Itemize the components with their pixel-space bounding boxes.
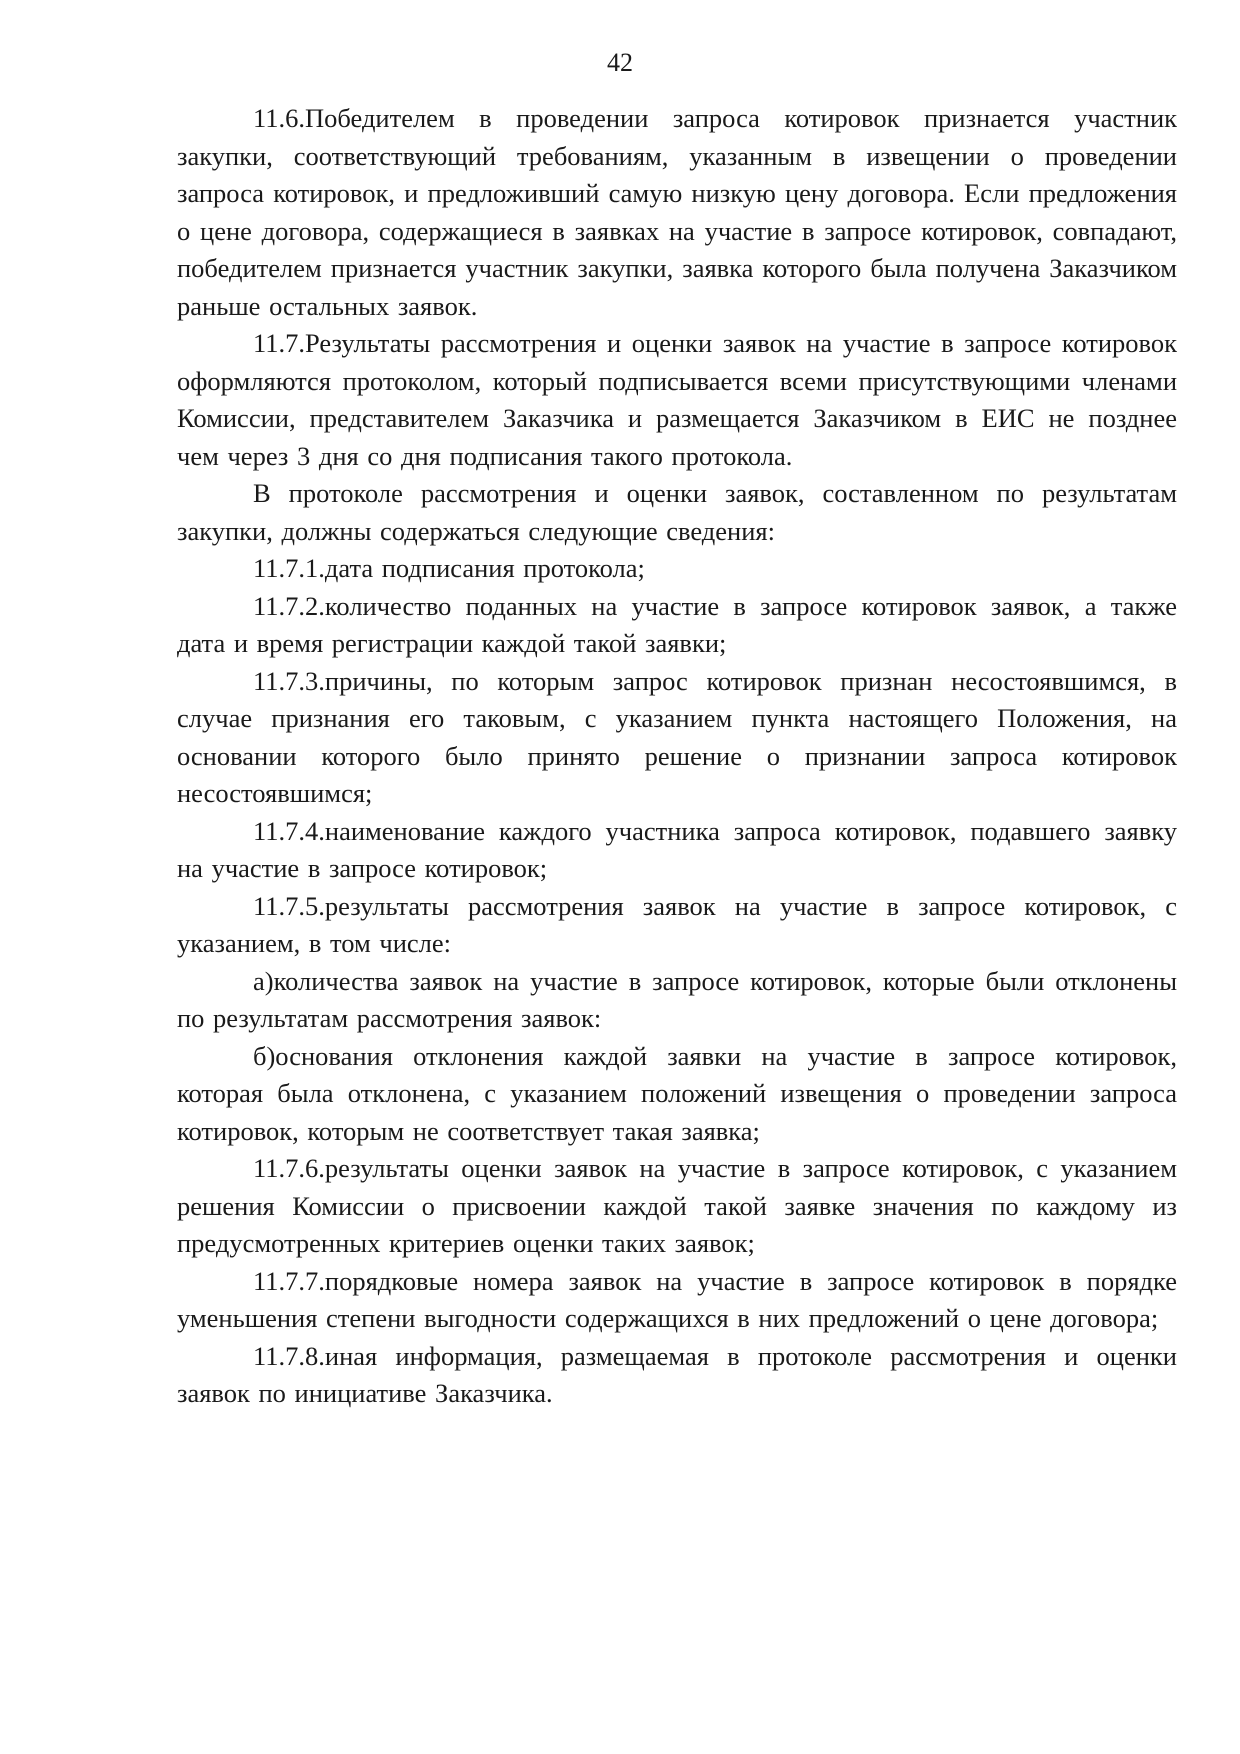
paragraph-11-7-3: 11.7.3.причины, по которым запрос котировок признан несостоявшимся, в случае признания его таковым, с указанием пункта настоящего Положения, на основании которого было принято решение о признании запроса котировок несостоявшимся; bbox=[177, 665, 1177, 808]
paragraph-11-7-7: 11.7.7.порядковые номера заявок на участие в запросе котировок в порядке уменьшения степени выгодности содержащихся в них предложений о цене договора; bbox=[177, 1265, 1177, 1333]
paragraph-11-7-1: 11.7.1.дата подписания протокола; bbox=[253, 553, 645, 583]
document-body bbox=[177, 100, 1177, 1413]
paragraph-11-7-5-b: б)основания отклонения каждой заявки на участие в запросе котировок, которая была отклонена, с указанием положений извещения о проведении запроса котировок, которым не соответствует такая заявка; bbox=[177, 1040, 1177, 1146]
page-number: 42 bbox=[607, 48, 633, 77]
paragraph-protocol-intro: В протоколе рассмотрения и оценки заявок, составленном по результатам закупки, должны содержаться следующие сведения: bbox=[177, 478, 1177, 546]
paragraph-11-6: 11.6.Победителем в проведении запроса котировок признается участник закупки, соответствующий требованиям, указанным в извещении о проведении запроса котировок, и предложивший самую низкую цену договора. Если предложения о цене договора, содержащиеся в заявках на участие в запросе котировок, совпадают, победителем признается участник закупки, заявка которого была получена Заказчиком раньше остальных заявок. bbox=[177, 103, 1177, 321]
paragraph-11-7-6: 11.7.6.результаты оценки заявок на участие в запросе котировок, с указанием решения Комиссии о присвоении каждой такой заявке значения по каждому из предусмотренных критериев оценки таких заявок; bbox=[177, 1153, 1177, 1258]
paragraph-11-7-5-a: а)количества заявок на участие в запросе котировок, которые были отклонены по результатам рассмотрения заявок: bbox=[177, 965, 1177, 1033]
paragraph-11-7: 11.7.Результаты рассмотрения и оценки заявок на участие в запросе котировок оформляются протоколом, который подписывается всеми присутствующими членами Комиссии, представителем Заказчика и размещается Заказчиком в ЕИС не позднее чем через 3 дня со дня подписания такого протокола. bbox=[177, 328, 1177, 471]
paragraph-11-7-4: 11.7.4.наименование каждого участника запроса котировок, подавшего заявку на участие в запросе котировок; bbox=[177, 815, 1177, 883]
paragraph-11-7-5: 11.7.5.результаты рассмотрения заявок на участие в запросе котировок, с указанием, в том числе: bbox=[177, 890, 1177, 958]
paragraph-11-7-8: 11.7.8.иная информация, размещаемая в протоколе рассмотрения и оценки заявок по инициативе Заказчика. bbox=[177, 1340, 1177, 1408]
paragraph-11-7-2: 11.7.2.количество поданных на участие в запросе котировок заявок, а также дата и время регистрации каждой такой заявки; bbox=[177, 590, 1177, 658]
